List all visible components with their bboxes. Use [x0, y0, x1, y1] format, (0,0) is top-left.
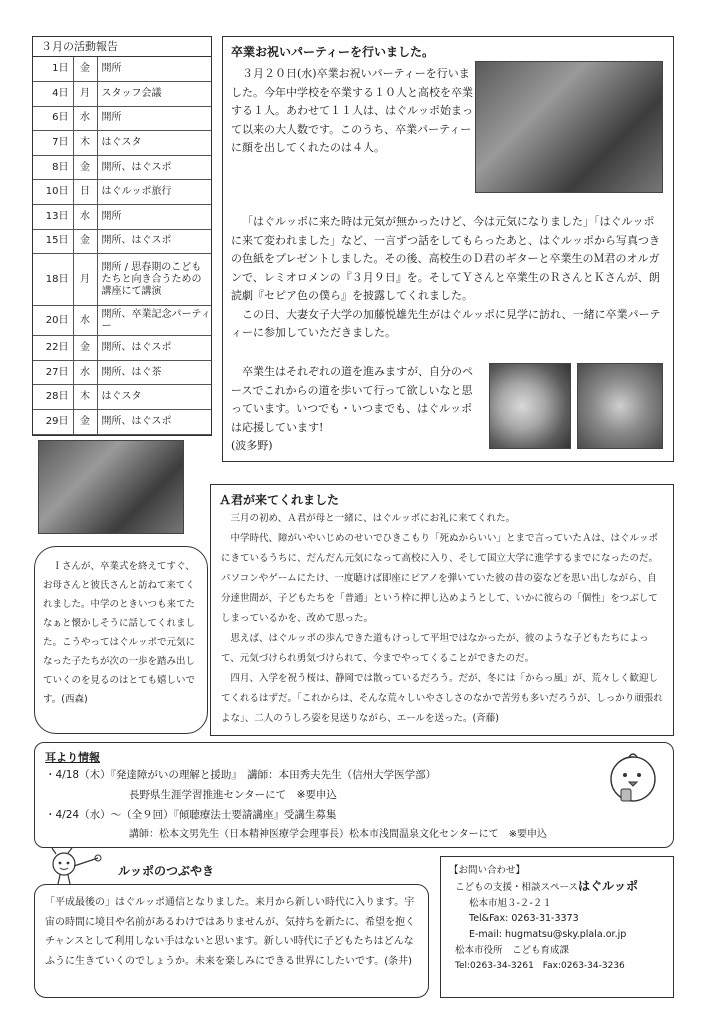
info-event-2-venue: 講師：松本文男先生（日本精神医療学会理事長）松本市浅間温泉文化センターにて ※要申込: [129, 829, 547, 840]
schedule-day: 6日: [33, 106, 73, 131]
schedule-dow: 水: [73, 360, 97, 385]
schedule-row: [33, 82, 211, 107]
akun-article: [210, 484, 674, 736]
schedule-event: スタッフ会議: [97, 82, 211, 107]
activity-table-grid: [33, 57, 211, 435]
tsubuyaki-title: ルッポのつぶやき: [118, 864, 215, 878]
schedule-day: 28日: [33, 385, 73, 410]
contact-tel: Tel&Fax: 0263-31-3373: [469, 913, 579, 925]
schedule-row: [33, 180, 211, 205]
contact-office: 松本市役所 こども育成課: [455, 944, 570, 956]
schedule-row: [33, 106, 211, 131]
info-title: 耳より情報: [45, 751, 100, 764]
chick-mascot-icon: [607, 749, 659, 805]
schedule-day: 4日: [33, 82, 73, 107]
schedule-dow: 金: [73, 155, 97, 180]
schedule-day: 15日: [33, 229, 73, 254]
tsubuyaki-box: [34, 884, 429, 998]
schedule-dow: 水: [73, 106, 97, 131]
schedule-dow: 金: [73, 57, 97, 82]
schedule-day: 7日: [33, 131, 73, 156]
akun-title: Ａ君が来てくれました: [219, 493, 340, 507]
schedule-event: 開所: [97, 106, 211, 131]
mascot-doodle-icon: [38, 848, 102, 886]
akun-paragraph-4: 四月、入学を祝う桜は、静岡では散っているだろう。だが、冬には「からっ風」が、荒々しく歓迎してくれるはずだ。「これからは、そんな荒々しいやさしさのなかで苦労も多いだろうが、しっかり頑張れよな」、二人のうしろ姿を見送りながら、エールを送った。(斉藤): [221, 673, 663, 724]
schedule-day: 22日: [33, 336, 73, 361]
schedule-dow: 月: [73, 254, 97, 306]
schedule-event: 開所、はぐスポ: [97, 155, 211, 180]
schedule-dow: 日: [73, 180, 97, 205]
schedule-day: 20日: [33, 306, 73, 336]
info-event-2: ・4/24（水）～（全９回）『傾聴療法士要請講座』受講生募集: [45, 809, 337, 821]
graduation-paragraph-3: この日、大妻女子大学の加藤悦雄先生がはぐルッポに見学に訪れ、一緒に卒業パーティーに参加していただきました。: [231, 307, 661, 339]
contact-email[interactable]: E-mail: hugmatsu@sky.plala.or.jp: [469, 929, 627, 941]
schedule-event: 開所、卒業記念パーティー: [97, 306, 211, 336]
schedule-event: はぐルッポ旅行: [97, 180, 211, 205]
schedule-day: 10日: [33, 180, 73, 205]
schedule-row: [33, 131, 211, 156]
schedule-day: 8日: [33, 155, 73, 180]
schedule-row: [33, 205, 211, 230]
schedule-day: 27日: [33, 360, 73, 385]
schedule-dow: 金: [73, 410, 97, 435]
schedule-row: [33, 229, 211, 254]
schedule-day: 18日: [33, 254, 73, 306]
schedule-event: 開所、はぐスポ: [97, 229, 211, 254]
tsubuyaki-text: 「平成最後の」はぐルッポ通信となりました。来月から新しい時代に入ります。宇宙の時間に境目や名前があるわけではありませんが、気持ちを新たに、希望を抱くチャンスとして利用しない手はないと思います。新しい時代に子どもたちはどんなふうに生きていくのでしょうか。未来を楽しみにできる世界にしたいです。(条井): [45, 897, 415, 967]
party-photo: [475, 61, 663, 193]
schedule-dow: 水: [73, 205, 97, 230]
graduation-paragraph-4: 卒業生はそれぞれの道を進みますが、自分のペースでこれからの道を歩いて行って欲しいなと思っています。いつでも・いつまでも、はぐルッポは応援しています!: [231, 365, 473, 434]
schedule-event: 開所 / 思春期のこどもたちと向き合うための講座にて講演: [97, 254, 211, 306]
graduation-paragraph-2: 「はぐルッポに来た時は元気が無かったけど、今は元気になりました」「はぐルッポに来て変われました」など、一言ずつ話をしてもらったあと、はぐルッポから写真つきの色紙をプレゼントしました。その後、高校生のＤ君のギターと卒業生のＭ君のオルガンで、レミオロメンの『３月９日』を。そしてＹさんと卒業生のＲさんとＫさんが、朗読劇『セピア色の僕ら』を披露してくれました。: [231, 215, 660, 302]
contact-box: [440, 856, 674, 998]
contact-org-prefix: こどもの支援・相談スペース: [455, 881, 579, 893]
schedule-row: [33, 385, 211, 410]
graduation-signature: (波多野): [231, 439, 273, 452]
info-event-1: ・4/18（木）『発達障がいの理解と援助』 講師：本田秀夫先生（信州大学医学部）: [45, 769, 437, 781]
schedule-day: 13日: [33, 205, 73, 230]
activity-table: [32, 36, 212, 436]
akun-paragraph-1: 三月の初め、Ａ君が母と一緒に、はぐルッポにお礼に来てくれた。: [230, 513, 516, 524]
table-photo: [577, 363, 663, 449]
schedule-event: はぐスタ: [97, 131, 211, 156]
food-photo: [489, 363, 571, 449]
schedule-row: [33, 254, 211, 306]
schedule-row: [33, 410, 211, 435]
schedule-row: [33, 336, 211, 361]
graduation-article: [222, 36, 674, 462]
activity-table-title: ３月の活動報告: [33, 37, 211, 57]
schedule-dow: 月: [73, 82, 97, 107]
schedule-row: [33, 360, 211, 385]
schedule-row: [33, 57, 211, 82]
schedule-dow: 金: [73, 229, 97, 254]
graduation-title: 卒業お祝いパーティーを行いました。: [231, 45, 435, 59]
visitor-speech-bubble: [34, 546, 208, 734]
schedule-event: 開所、はぐスポ: [97, 410, 211, 435]
akun-paragraph-2: 中学時代、障がいやいじめのせいでひきこもり「死ぬからいい」とまで言っていたＡは、はぐルッポにきているうちに、だんだん元気になって高校に入り、そして国立大学に進学するまでになったのだ。パソコンやゲームにたけ、一度聴けば即座にピアノを弾いていた彼の昔の姿などを思い出しながら、自分達世間が、子どもたちを「普通」という枠に押し込めようとして、いかに彼らの「個性」をつぶしてしまっているかを、改めて思った。: [221, 533, 659, 624]
schedule-event: 開所、はぐ茶: [97, 360, 211, 385]
schedule-event: 開所: [97, 57, 211, 82]
schedule-day: 29日: [33, 410, 73, 435]
schedule-event: 開所: [97, 205, 211, 230]
contact-office-tel: Tel:0263-34-3261 Fax:0263-34-3236: [455, 960, 625, 971]
akun-paragraph-3: 思えば、はぐルッポの歩んできた道もけっして平坦ではなかったが、彼のような子どもたちによって、元気づけられ勇気づけられて、今までやってくることができたのだ。: [221, 633, 649, 664]
schedule-dow: 金: [73, 336, 97, 361]
schedule-event: はぐスタ: [97, 385, 211, 410]
contact-title: 【お問い合わせ】: [449, 865, 526, 876]
info-box: [34, 742, 674, 848]
info-event-1-venue: 長野県生涯学習推進センターにて ※要申込: [129, 789, 337, 801]
contact-address: 松本市旭３-２-２１: [469, 897, 552, 909]
visitors-photo: [38, 440, 184, 534]
schedule-day: 1日: [33, 57, 73, 82]
schedule-row: [33, 155, 211, 180]
contact-org-name: はぐルッポ: [578, 878, 639, 893]
bubble-text: Ｉさんが、卒業式を終えてすぐ、お母さんと彼氏さんと訪ねて来てくれました。中学のときいつも来てたなぁと懐かしそうに話してくれました。こうやってはぐルッポで元気になった子たちが次の一歩を踏み出していくのを見るのはとても嬉しいです。(西森): [43, 561, 196, 705]
schedule-dow: 水: [73, 306, 97, 336]
schedule-event: 開所、はぐスポ: [97, 336, 211, 361]
schedule-row: [33, 306, 211, 336]
graduation-paragraph-1: ３月２０日(水)卒業お祝いパーティーを行いました。今年中学校を卒業する１０人と高校を卒業する１人。あわせて１１人は、はぐルッポ始まって以来の大人数です。このうち、卒業パーティーに顔を出してくれたのは４人。: [231, 67, 473, 154]
schedule-dow: 木: [73, 131, 97, 156]
schedule-dow: 木: [73, 385, 97, 410]
